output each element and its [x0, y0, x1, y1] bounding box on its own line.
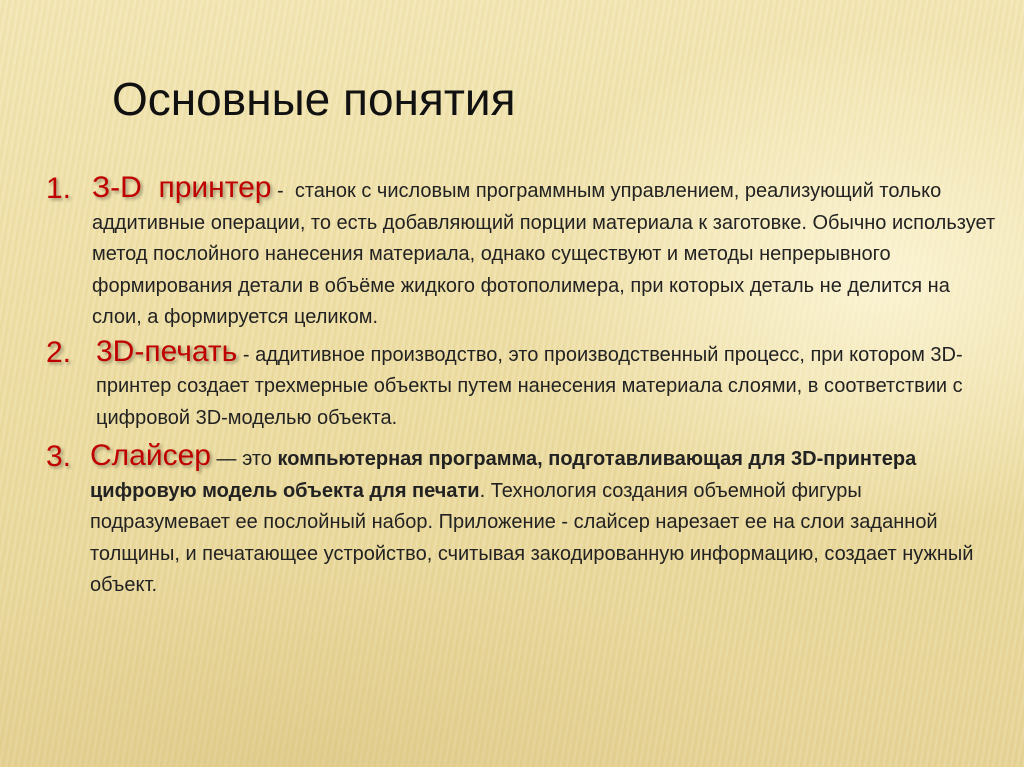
item-term: 3D-печать: [96, 334, 238, 368]
item-separator: -: [271, 180, 290, 202]
item-body: [96, 336, 996, 435]
item-number: 1.: [46, 172, 72, 205]
item-separator: —: [210, 448, 243, 470]
definitions-list: [46, 172, 996, 604]
item-term: З-D принтер: [92, 171, 272, 204]
item-text-bold: компьютерная программа, подготавливающая для 3D-принтера цифровую модель объекта для печати: [90, 448, 917, 502]
list-item: [46, 440, 996, 602]
item-number: 2.: [46, 335, 72, 369]
list-item: [46, 336, 996, 435]
item-text: станок с числовым программным управлением, реализующий только аддитивные операции, то есть добавляющий порции материала к заготовке. Обычно использует метод послойного нанесения материала, однако существуют и методы непрерывного формирования детали в объёме жидкого фотополимера, при которых деталь не делится на слои, а формируется целиком.: [92, 180, 996, 328]
item-text-pre: это: [242, 448, 278, 470]
item-body: [90, 172, 996, 334]
item-number: 3.: [46, 440, 72, 473]
item-text: аддитивное производство, это производственный процесс, при котором 3D-принтер создает трехмерные объекты путем нанесения материала слоями, в соответствии с цифровой 3D-моделью объекта.: [96, 343, 963, 429]
item-text-post: . Технология создания объемной фигуры подразумевает ее послойный набор. Приложение - слайсер нарезает ее на слои заданной толщины, и печатающее устройство, считывая закодированную информацию, создает нужный объект.: [90, 479, 974, 596]
item-term: Слайсер: [90, 439, 211, 472]
slide-title: Основные понятия: [112, 73, 516, 125]
list-item: [46, 172, 996, 334]
item-body: [90, 440, 996, 602]
item-separator: -: [237, 343, 256, 366]
